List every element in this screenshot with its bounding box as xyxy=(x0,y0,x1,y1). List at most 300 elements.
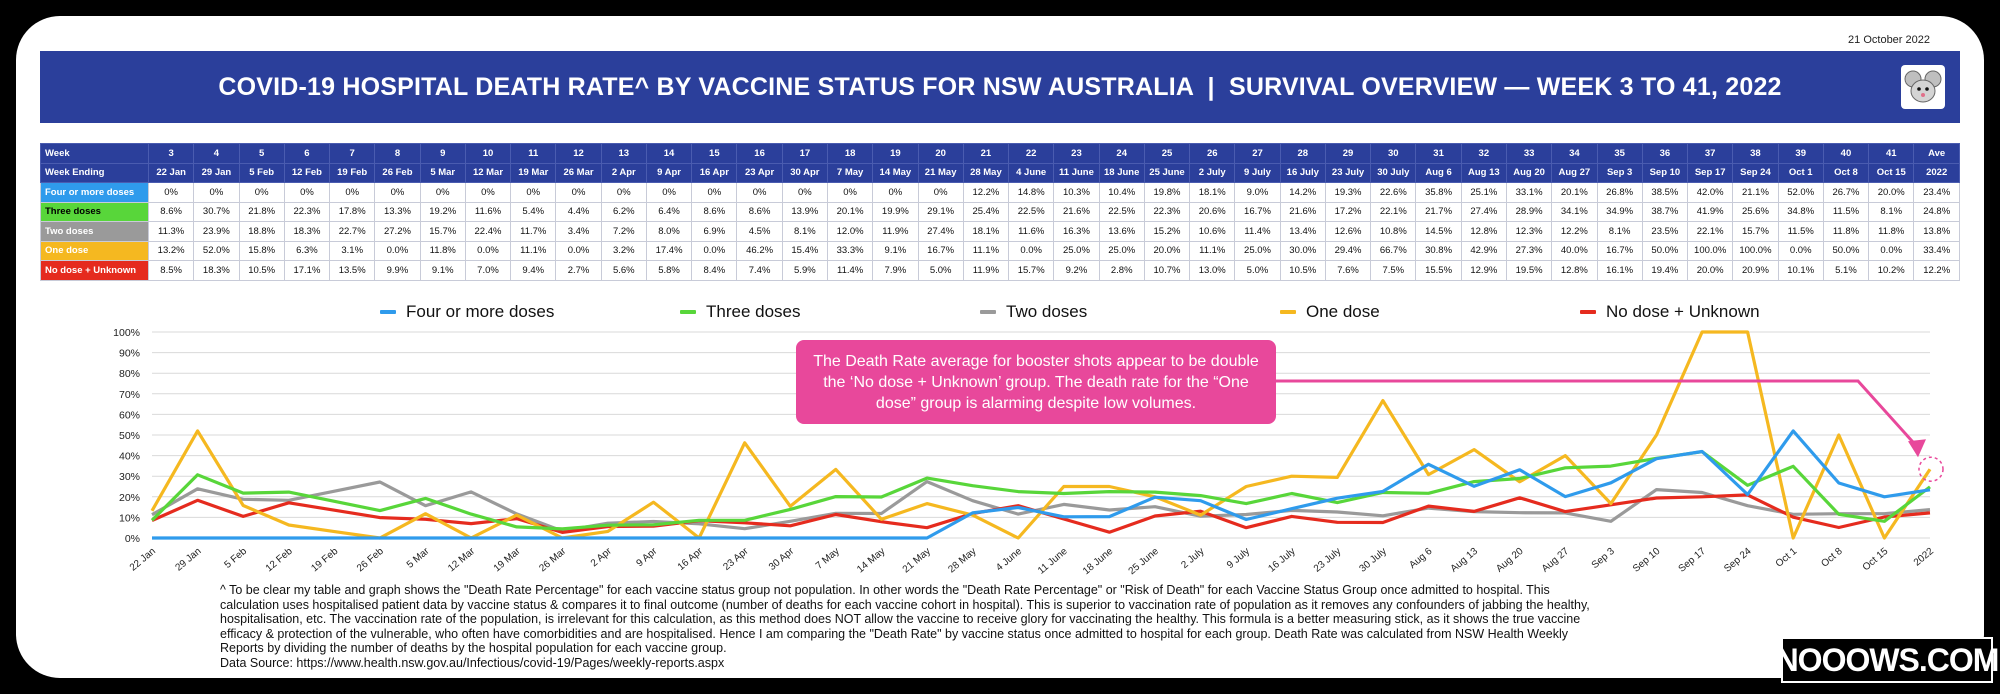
table-cell: 7.2% xyxy=(601,222,646,242)
table-cell: 17 xyxy=(782,144,827,164)
table-cell: 9.0% xyxy=(1235,183,1280,203)
table-cell: 12.2% xyxy=(1552,222,1597,242)
table-cell: Aug 13 xyxy=(1461,163,1506,183)
table-cell: 22 Jan xyxy=(149,163,194,183)
table-cell: 9.2% xyxy=(1054,261,1099,281)
table-cell: 7.4% xyxy=(737,261,782,281)
table-cell: 18 June xyxy=(1099,163,1144,183)
table-cell: 12.0% xyxy=(827,222,872,242)
table-cell: 34 xyxy=(1552,144,1597,164)
table-cell: 11.1% xyxy=(511,241,556,261)
legend-label: Four or more doses xyxy=(406,302,555,321)
table-cell: 9.1% xyxy=(420,261,465,281)
table-cell: 30 July xyxy=(1371,163,1416,183)
table-cell: 12.8% xyxy=(1461,222,1506,242)
table-cell: 12.2% xyxy=(963,183,1008,203)
table-cell: 0.0% xyxy=(1009,241,1054,261)
row-label: No dose + Unknown xyxy=(41,261,149,281)
table-cell: 22.5% xyxy=(1009,202,1054,222)
table-cell: Sep 3 xyxy=(1597,163,1642,183)
table-cell: 8.6% xyxy=(737,202,782,222)
table-cell: 15.7% xyxy=(1733,222,1778,242)
table-cell: 10.7% xyxy=(1144,261,1189,281)
table-cell: 41 xyxy=(1869,144,1914,164)
x-tick-label: 12 Mar xyxy=(446,545,478,575)
y-tick-label: 100% xyxy=(113,327,140,339)
table-cell: 16.7% xyxy=(1597,241,1642,261)
table-cell: 33.3% xyxy=(827,241,872,261)
y-tick-label: 20% xyxy=(118,491,140,504)
table-cell: 19.3% xyxy=(1325,183,1370,203)
legend-label: Two doses xyxy=(1006,302,1088,321)
table-cell: 25.4% xyxy=(963,202,1008,222)
table-cell: 26 Feb xyxy=(375,163,420,183)
table-cell: 26 xyxy=(1190,144,1235,164)
row-label: Week xyxy=(41,144,149,164)
x-tick-label: 14 May xyxy=(855,545,888,576)
table-cell: 66.7% xyxy=(1371,241,1416,261)
footnote xyxy=(220,583,1760,671)
footnote-line: Reports by dividing the number of deaths by the hospital population for each vaccine group. xyxy=(220,641,727,656)
table-cell: 22.3% xyxy=(1144,202,1189,222)
table-cell: 11.6% xyxy=(465,202,510,222)
table-cell: 10.2% xyxy=(1869,261,1914,281)
y-tick-label: 10% xyxy=(118,512,140,525)
table-cell: Sep 24 xyxy=(1733,163,1778,183)
table-cell: 17.4% xyxy=(646,241,691,261)
table-cell: 5 Mar xyxy=(420,163,465,183)
table-cell: 0% xyxy=(601,183,646,203)
table-cell: 3.1% xyxy=(330,241,375,261)
table-cell: 18.8% xyxy=(239,222,284,242)
table-cell: 0% xyxy=(556,183,601,203)
table-cell: 25.0% xyxy=(1235,241,1280,261)
table-cell: 11.8% xyxy=(1869,222,1914,242)
table-cell: 14.2% xyxy=(1280,183,1325,203)
x-tick-label: 19 Feb xyxy=(309,545,341,575)
table-cell: 20.0% xyxy=(1688,261,1733,281)
table-cell: 11.4% xyxy=(827,261,872,281)
table-cell: 12 Feb xyxy=(284,163,329,183)
table-cell: 40 xyxy=(1823,144,1868,164)
watermark-text: NOOOWS.COM xyxy=(1775,641,1999,678)
table-cell: 22.1% xyxy=(1688,222,1733,242)
x-tick-label: 12 Feb xyxy=(263,545,295,575)
table-cell: 37 xyxy=(1688,144,1733,164)
y-tick-label: 70% xyxy=(118,388,140,401)
table-cell: 16.1% xyxy=(1597,261,1642,281)
table-cell: 25.6% xyxy=(1733,202,1778,222)
row-label: One dose xyxy=(41,241,149,261)
watermark xyxy=(1775,637,1999,683)
table-cell: 33.1% xyxy=(1506,183,1551,203)
row-label: Four or more doses xyxy=(41,183,149,203)
table-cell: 4 June xyxy=(1009,163,1054,183)
table-cell: 28 xyxy=(1280,144,1325,164)
footnote-line: ^ To be clear my table and graph shows the "Death Rate Percentage" for each vaccine status group not population. In other words the "Death Rate Percentage" or "Risk of Death" for each Vaccine Status Group once admitted to hospital. This xyxy=(220,583,1550,597)
table-cell: 4 xyxy=(194,144,239,164)
table-cell: 23.5% xyxy=(1642,222,1687,242)
table-cell: 30 xyxy=(1371,144,1416,164)
y-tick-label: 60% xyxy=(118,409,140,422)
table-cell: 20.6% xyxy=(1190,202,1235,222)
table-cell: 27.2% xyxy=(375,222,420,242)
x-tick-label: Aug 6 xyxy=(1407,545,1435,572)
table-cell: Aug 20 xyxy=(1506,163,1551,183)
table-cell: 30 Apr xyxy=(782,163,827,183)
x-tick-label: 28 May xyxy=(946,545,979,576)
table-cell: 11.1% xyxy=(1190,241,1235,261)
table-cell: 13.2% xyxy=(149,241,194,261)
table-cell: 38.5% xyxy=(1642,183,1687,203)
table-cell: 20 xyxy=(918,144,963,164)
x-tick-label: 25 June xyxy=(1126,545,1161,578)
table-cell: 0.0% xyxy=(556,241,601,261)
table-cell: 6.2% xyxy=(601,202,646,222)
table-cell: 5.4% xyxy=(511,202,556,222)
table-cell: 26.7% xyxy=(1823,183,1868,203)
x-tick-label: 11 June xyxy=(1035,545,1070,577)
table-cell: 23 July xyxy=(1325,163,1370,183)
table-cell: 13.0% xyxy=(1190,261,1235,281)
table-cell: 28 May xyxy=(963,163,1008,183)
table-cell: 22.7% xyxy=(330,222,375,242)
table-cell: 12.2% xyxy=(1914,261,1960,281)
table-cell: 34.1% xyxy=(1552,202,1597,222)
table-cell: 23.9% xyxy=(194,222,239,242)
table-cell: 10.3% xyxy=(1054,183,1099,203)
table-cell: Oct 15 xyxy=(1869,163,1914,183)
table-cell: 18.3% xyxy=(194,261,239,281)
table-cell: 8 xyxy=(375,144,420,164)
table-cell: 3 xyxy=(149,144,194,164)
table-cell: 0% xyxy=(646,183,691,203)
table-cell: 21.8% xyxy=(239,202,284,222)
table-cell: 11.9% xyxy=(963,261,1008,281)
table-cell: 0% xyxy=(873,183,918,203)
table-cell: 32 xyxy=(1461,144,1506,164)
table-cell: 12.9% xyxy=(1461,261,1506,281)
report-date: 21 October 2022 xyxy=(1848,34,1930,46)
table-cell: 38 xyxy=(1733,144,1778,164)
table-cell: 8.5% xyxy=(149,261,194,281)
table-cell: 52.0% xyxy=(194,241,239,261)
series-line-four-or-more-doses xyxy=(152,431,1930,538)
table-cell: 18.3% xyxy=(284,222,329,242)
table-cell: 9.9% xyxy=(375,261,420,281)
table-cell: 19 xyxy=(873,144,918,164)
table-cell: 0% xyxy=(827,183,872,203)
table-cell: 17.2% xyxy=(1325,202,1370,222)
table-cell: 5.0% xyxy=(918,261,963,281)
table-cell: 18.1% xyxy=(963,222,1008,242)
table-cell: 10.8% xyxy=(1371,222,1416,242)
series-line-two-doses xyxy=(152,482,1930,531)
table-cell: 14.5% xyxy=(1416,222,1461,242)
table-cell: 15.5% xyxy=(1416,261,1461,281)
table-cell: 16.7% xyxy=(1235,202,1280,222)
table-cell: 20.0% xyxy=(1144,241,1189,261)
table-cell: 13.6% xyxy=(1099,222,1144,242)
table-cell: 27.3% xyxy=(1506,241,1551,261)
table-cell: 21 xyxy=(963,144,1008,164)
table-cell: 29.1% xyxy=(918,202,963,222)
table-cell: 10.5% xyxy=(239,261,284,281)
x-tick-label: Aug 20 xyxy=(1494,545,1526,575)
table-cell: 35 xyxy=(1597,144,1642,164)
table-cell: 17.8% xyxy=(330,202,375,222)
table-cell: 15.7% xyxy=(420,222,465,242)
table-cell: 15 xyxy=(692,144,737,164)
x-tick-label: 5 Feb xyxy=(222,545,250,571)
table-cell: 11.1% xyxy=(963,241,1008,261)
table-cell: 19.4% xyxy=(1642,261,1687,281)
table-cell: 15.7% xyxy=(1009,261,1054,281)
table-cell: 16 xyxy=(737,144,782,164)
table-cell: 36 xyxy=(1642,144,1687,164)
table-cell: 21 May xyxy=(918,163,963,183)
table-cell: 9 xyxy=(420,144,465,164)
table-cell: 0% xyxy=(194,183,239,203)
footnote-line: calculation uses hospitalised patient data by vaccine status & compares it to final outcome (number of deaths for each vaccine cohort in hospital). This is superior to vaccination rate of population as it removes any confounders of jabbing the healthy, xyxy=(220,597,1590,612)
table-cell: 5 Feb xyxy=(239,163,284,183)
table-cell: 5 xyxy=(239,144,284,164)
table-cell: 0.0% xyxy=(375,241,420,261)
x-tick-label: 26 Feb xyxy=(354,545,386,575)
table-cell: 0.0% xyxy=(1778,241,1823,261)
table-cell: 2 July xyxy=(1190,163,1235,183)
table-cell: 5.8% xyxy=(646,261,691,281)
table-cell: 24 xyxy=(1099,144,1144,164)
table-cell: 13.3% xyxy=(375,202,420,222)
table-cell: 22 xyxy=(1009,144,1054,164)
table-cell: 30.7% xyxy=(194,202,239,222)
table-cell: 4.5% xyxy=(737,222,782,242)
row-label: Week Ending xyxy=(41,163,149,183)
table-cell: 25.1% xyxy=(1461,183,1506,203)
table-cell: 2.8% xyxy=(1099,261,1144,281)
table-cell: 8.6% xyxy=(149,202,194,222)
table-cell: 11.8% xyxy=(420,241,465,261)
x-tick-label: 7 May xyxy=(813,545,842,572)
table-cell: 13 xyxy=(601,144,646,164)
table-cell: 29.4% xyxy=(1325,241,1370,261)
table-cell: 0% xyxy=(239,183,284,203)
table-cell: 20.9% xyxy=(1733,261,1778,281)
table-cell: 15.2% xyxy=(1144,222,1189,242)
x-tick-label: 9 July xyxy=(1224,545,1253,572)
table-cell: 25.0% xyxy=(1099,241,1144,261)
table-cell: 38.7% xyxy=(1642,202,1687,222)
x-tick-label: Sep 24 xyxy=(1722,545,1754,575)
footnote-line: efficacy & protection of the vulnerable, who often have comorbidities and are hospitalised. Hence I am comparing the "Death Rate" by vaccine status once admitted to hospital for each group. Death Rate was calculated from NSW Health Weekly xyxy=(220,626,1569,641)
table-cell: 27.4% xyxy=(1461,202,1506,222)
table-cell: 11.5% xyxy=(1823,202,1868,222)
table-cell: 0% xyxy=(420,183,465,203)
table-cell: 35.8% xyxy=(1416,183,1461,203)
table-cell: 22.6% xyxy=(1371,183,1416,203)
table-cell: 2022 xyxy=(1914,163,1960,183)
row-label: Three doses xyxy=(41,202,149,222)
table-cell: 28.9% xyxy=(1506,202,1551,222)
table-cell: 21.1% xyxy=(1733,183,1778,203)
table-cell: 3.4% xyxy=(556,222,601,242)
table-cell: 6.9% xyxy=(692,222,737,242)
table-cell: 25 xyxy=(1144,144,1189,164)
table-cell: 6.4% xyxy=(646,202,691,222)
table-cell: 10.4% xyxy=(1099,183,1144,203)
table-cell: 12 Mar xyxy=(465,163,510,183)
x-tick-label: 30 Apr xyxy=(766,545,797,573)
table-cell: 19.9% xyxy=(873,202,918,222)
table-cell: Oct 8 xyxy=(1823,163,1868,183)
table-cell: 5.6% xyxy=(601,261,646,281)
table-cell: 19.5% xyxy=(1506,261,1551,281)
table-cell: 0.0% xyxy=(692,241,737,261)
table-cell: 42.0% xyxy=(1688,183,1733,203)
table-cell: 5.1% xyxy=(1823,261,1868,281)
x-tick-label: 22 Jan xyxy=(127,545,158,574)
table-cell: 25 June xyxy=(1144,163,1189,183)
x-tick-label: 16 Apr xyxy=(675,545,706,573)
table-cell: 14 xyxy=(646,144,691,164)
table-cell: 0% xyxy=(284,183,329,203)
x-tick-label: 2022 xyxy=(1911,545,1936,569)
table-cell: 0% xyxy=(375,183,420,203)
x-tick-label: 5 Mar xyxy=(404,545,432,571)
table-cell: 8.6% xyxy=(692,202,737,222)
table-cell: 26 Mar xyxy=(556,163,601,183)
table-cell: 22.3% xyxy=(284,202,329,222)
table-cell: 2 Apr xyxy=(601,163,646,183)
arrow-head-icon xyxy=(1908,439,1926,457)
table-cell: 42.9% xyxy=(1461,241,1506,261)
table-cell: 4.4% xyxy=(556,202,601,222)
table-cell: 16.7% xyxy=(918,241,963,261)
table-cell: 3.2% xyxy=(601,241,646,261)
legend-label: No dose + Unknown xyxy=(1606,302,1760,321)
x-tick-label: 23 Apr xyxy=(721,545,751,573)
table-cell: 11.7% xyxy=(511,222,556,242)
table-cell: 0% xyxy=(692,183,737,203)
table-cell: 7.0% xyxy=(465,261,510,281)
table-cell: 13.9% xyxy=(782,202,827,222)
y-tick-label: 80% xyxy=(118,368,140,381)
table-cell: 11 June xyxy=(1054,163,1099,183)
x-tick-label: Aug 27 xyxy=(1539,545,1572,575)
table-cell: 0% xyxy=(330,183,375,203)
table-cell: 25.0% xyxy=(1054,241,1099,261)
table-cell: 11 xyxy=(511,144,556,164)
table-cell: 29 Jan xyxy=(194,163,239,183)
table-cell: 100.0% xyxy=(1733,241,1778,261)
table-cell: 13.4% xyxy=(1280,222,1325,242)
table-cell: 34.9% xyxy=(1597,202,1642,222)
table-cell: 11.8% xyxy=(1823,222,1868,242)
table-cell: 14.8% xyxy=(1009,183,1054,203)
footnote-line: Data Source: https://www.health.nsw.gov.au/Infectious/covid-19/Pages/weekly-reports.aspx xyxy=(220,655,725,670)
table-cell: 8.4% xyxy=(692,261,737,281)
table-cell: 20.1% xyxy=(827,202,872,222)
table-cell: 0.0% xyxy=(1869,241,1914,261)
y-tick-label: 50% xyxy=(118,430,140,442)
x-tick-label: 4 June xyxy=(994,545,1025,574)
table-cell: 12.6% xyxy=(1325,222,1370,242)
table-cell: 0% xyxy=(918,183,963,203)
table-cell: 30.0% xyxy=(1280,241,1325,261)
table-cell: 11.5% xyxy=(1778,222,1823,242)
x-tick-label: 21 May xyxy=(900,545,933,576)
x-tick-label: 18 June xyxy=(1080,545,1116,578)
x-tick-label: 16 July xyxy=(1266,545,1298,575)
x-tick-label: Oct 15 xyxy=(1860,545,1891,574)
table-cell: 50.0% xyxy=(1642,241,1687,261)
x-tick-label: Oct 8 xyxy=(1819,545,1845,570)
table-cell: 22.4% xyxy=(465,222,510,242)
table-cell: 15.8% xyxy=(239,241,284,261)
table-cell: 27 xyxy=(1235,144,1280,164)
table-cell: 50.0% xyxy=(1823,241,1868,261)
x-tick-label: 23 July xyxy=(1311,545,1344,575)
table-cell: 34.8% xyxy=(1778,202,1823,222)
table-cell: 10 xyxy=(465,144,510,164)
table-cell: 7.5% xyxy=(1371,261,1416,281)
table-cell: 0% xyxy=(511,183,556,203)
x-tick-label: Sep 17 xyxy=(1676,545,1708,575)
table-cell: 10.1% xyxy=(1778,261,1823,281)
table-cell: 9 July xyxy=(1235,163,1280,183)
table-cell: 10.5% xyxy=(1280,261,1325,281)
table-cell: Aug 6 xyxy=(1416,163,1461,183)
table-cell: 20.0% xyxy=(1869,183,1914,203)
table-cell: 20.1% xyxy=(1552,183,1597,203)
table-cell: 21.7% xyxy=(1416,202,1461,222)
table-cell: 10.6% xyxy=(1190,222,1235,242)
chart-title: COVID-19 HOSPITAL DEATH RATE^ BY VACCINE STATUS FOR NSW AUSTRALIA | SURVIVAL OVERVIEW — WEEK 3 TO 41, 2022 xyxy=(218,72,1782,101)
row-label: Two doses xyxy=(41,222,149,242)
callout-text: The Death Rate average for booster shots appear to be double the ‘No dose + Unknown’ group. The death rate for the “One dose” group is alarming despite low volumes. xyxy=(813,352,1259,412)
table-cell: 7.9% xyxy=(873,261,918,281)
table-cell: 11.9% xyxy=(873,222,918,242)
table-cell: 31 xyxy=(1416,144,1461,164)
table-cell: Oct 1 xyxy=(1778,163,1823,183)
table-cell: Aug 27 xyxy=(1552,163,1597,183)
table-cell: 23.4% xyxy=(1914,183,1960,203)
table-cell: 33 xyxy=(1506,144,1551,164)
table-cell: 0% xyxy=(782,183,827,203)
x-tick-label: 2 Apr xyxy=(588,545,614,570)
table-cell: 12.8% xyxy=(1552,261,1597,281)
table-cell: 8.0% xyxy=(646,222,691,242)
x-tick-label: Oct 1 xyxy=(1773,545,1800,570)
table-cell: 21.6% xyxy=(1054,202,1099,222)
table-cell: 18.1% xyxy=(1190,183,1235,203)
table-cell: 5.0% xyxy=(1235,261,1280,281)
table-cell: 100.0% xyxy=(1688,241,1733,261)
table-cell: 5.9% xyxy=(782,261,827,281)
table-cell: 8.1% xyxy=(782,222,827,242)
table-cell: 2.7% xyxy=(556,261,601,281)
table-cell: 21.6% xyxy=(1280,202,1325,222)
x-tick-label: Sep 10 xyxy=(1631,545,1663,575)
table-cell: 19.8% xyxy=(1144,183,1189,203)
table-cell: 0.0% xyxy=(465,241,510,261)
table-cell: 6 xyxy=(284,144,329,164)
table-cell: 6.3% xyxy=(284,241,329,261)
table-cell: 17.1% xyxy=(284,261,329,281)
table-cell: 12 xyxy=(556,144,601,164)
table-cell: 23 xyxy=(1054,144,1099,164)
